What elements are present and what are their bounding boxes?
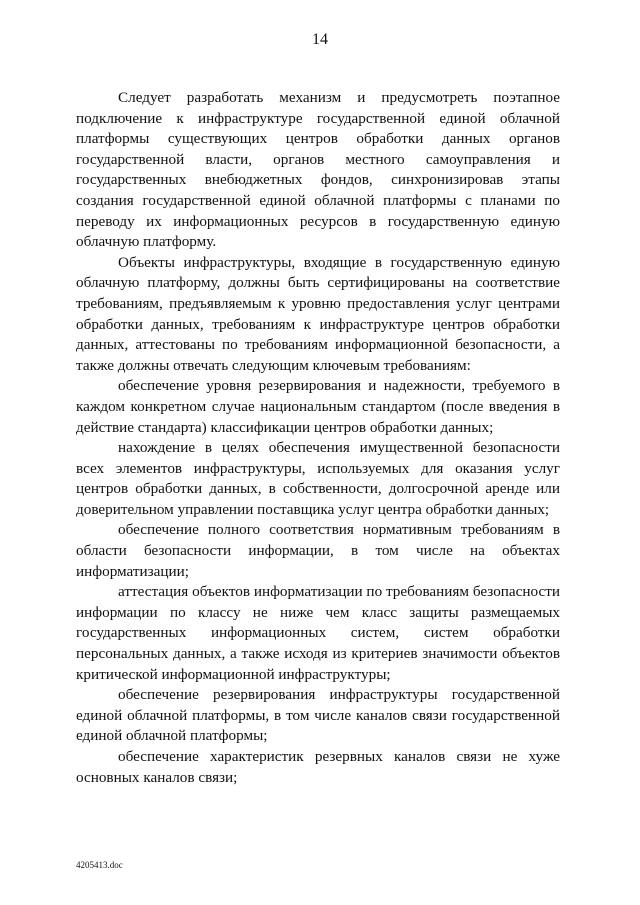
paragraph-2: Объекты инфраструктуры, входящие в государственную единую облачную платформу, должны быть сертифицированы на соответствие требованиям, предъявляемым к уровню предоставления услуг центрами обработки данных, требованиям к инфраструктуре центров обработки данных, аттестованы по требованиям информационной безопасности, а также должны отвечать следующим ключевым требованиям:	[76, 253, 560, 374]
page-number: 14	[312, 31, 328, 48]
paragraph-6: аттестация объектов информатизации по требованиям безопасности информации по классу не ниже чем класс защиты размещаемых государственных информационных систем, систем обработки персональных данных, а также исходя из критериев значимости объектов критической информационной инфраструктуры;	[76, 583, 560, 683]
paragraph-8: обеспечение характеристик резервных каналов связи не хуже основных каналов связи;	[76, 748, 560, 786]
document-body	[76, 88, 560, 788]
footer-file-code: 4205413.doc	[76, 860, 123, 870]
paragraph-5: обеспечение полного соответствия нормативным требованиям в области безопасности информации, в том числе на объектах информатизации;	[76, 521, 560, 580]
paragraph-7: обеспечение резервирования инфраструктуры государственной единой облачной платформы, в том числе каналов связи государственной единой облачной платформы;	[76, 686, 560, 745]
paragraph-4: нахождение в целях обеспечения имущественной безопасности всех элементов инфраструктуры, используемых для оказания услуг центров обработки данных, в собственности, долгосрочной аренде или доверительном управлении поставщика услуг центра обработки данных;	[76, 439, 560, 518]
paragraph-1: Следует разработать механизм и предусмотреть поэтапное подключение к инфраструктуре государственной единой облачной платформы существующих центров обработки данных органов государственной власти, органов местного самоуправления и государственных внебюджетных фондов, синхронизировав этапы создания государственной единой облачной платформы с планами по переводу их информационных ресурсов в государственную единую облачную платформу.	[76, 89, 560, 251]
paragraph-3: обеспечение уровня резервирования и надежности, требуемого в каждом конкретном случае национальным стандартом (после введения в действие стандарта) классификации центров обработки данных;	[76, 377, 560, 436]
